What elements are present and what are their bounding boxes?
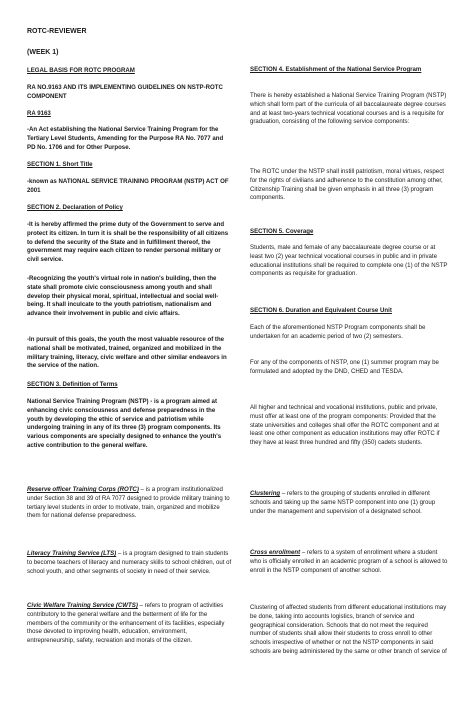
section-2-paragraph-1: -It is hereby affirmed the prime duty of the Government to serve and protect its citizen. In turn it is shall be the responsibility of all citizens to defend the security of the State and in fulfillment thereof, the government may require each citizen to render personal military or civil service. [27, 221, 229, 264]
section-6-title: SECTION 6. Duration and Equivalent Course Unit [250, 307, 392, 314]
section-5-title: SECTION 5. Coverage [250, 228, 314, 235]
section-6-paragraph-2: For any of the components of NSTP, one (1) summer program may be formulated and adopted by the DND, CHED and TESDA. [250, 359, 439, 375]
clustering-definition [250, 490, 448, 516]
section-6-paragraph-3: All higher and technical and vocational institutions, public and private, must offer at least one of the program components: Provided that the state universities and colleges shall offer the ROTC component and at least one other component as education institutions may offer ROTC if they have at least three hundred and fifty (350) cadets students. [250, 404, 440, 447]
rotc-text: – is a program institutionalized under Section 38 and 39 of RA 7077 designed to provide military training to tertiary level students in order to motivate, train, organized and mobilize them for national defense preparedness. [27, 486, 230, 520]
cwts-term: Civic Welfare Training Service (CWTS) [27, 602, 138, 609]
section-2-paragraph-2: -Recognizing the youth's virtual role in nation's building, then the state shall promote civic consciousness among youth and shall develop their physical moral, spiritual, intellectual and social well-being. It shall inculcate to the youth patriotism, nationalism and advance their involvement in public and civic affairs. [27, 275, 219, 318]
clustering-term: Clustering [250, 490, 281, 497]
lts-definition [27, 550, 232, 576]
cwts-definition [27, 602, 232, 646]
cwts-text: – refers to program of activities contributory to the general welfare and the betterment of life for the members of the community or the enhancement of its facilities, especially those devoted to improving health, education, environment, entrepreneurship, safety, recreation and morals of the citizen. [27, 602, 225, 645]
ra-description: -An Act establishing the National Service Training Program for the Tertiary Level Students, Amending for the Purpose RA No. 7077 and PD No. 1706 and for Other Purpose. [27, 126, 224, 151]
clustering-text: – refers to the grouping of students enrolled in different schools and taking up the same NSTP component into one (1) group under the management and supervision of a designated school. [250, 490, 436, 515]
section-3-title: SECTION 3. Definition of Terms [27, 381, 118, 388]
legal-basis-heading: LEGAL BASIS FOR ROTC PROGRAM [27, 67, 135, 74]
section-5-paragraph: Students, male and female of any baccalaureate degree course or at least two (2) year technical vocational courses in public and in private educational institutions shall be required to complete one (1) of the NSTP components as requisite for graduation. [250, 244, 448, 278]
rotc-term: Reserve officer Training Corps (ROTC) [27, 486, 139, 493]
cross-enrollment-text: – refers to a system of enrollment where a student who is officially enrolled in an academic program of a school is allowed to enroll in the NSTP component of another school. [250, 549, 448, 574]
lts-term: Literacy Training Service (LTS) [27, 550, 117, 557]
section-6-paragraph-1: Each of the aforementioned NSTP Program components shall be undertaken for an academic period of two (2) semesters. [250, 324, 426, 340]
section-2-paragraph-3: -In pursuit of this goals, the youth the most valuable resource of the national shall be motivated, trained, organized and mobilized in the military training, literacy, civic welfare and other similar endeavors in the service of the nation. [27, 336, 227, 370]
clustering-paragraph: Clustering of affected students from different educational institutions may be done, taking into accounts logistics, branch of service and geographical consideration. Schools that do not meet the required number of students shall allow their students to cross enroll to other schools irrespective of whether or not the NSTP components in said schools are being administered by the same or other branch of service of [250, 604, 447, 655]
ra-heading: RA NO.9163 AND ITS IMPLEMENTING GUIDELINES ON NSTP-ROTC COMPONENT [27, 84, 223, 100]
document-title: ROTC-REVIEWER [27, 28, 87, 35]
lts-text: – is a program designed to train students to become teachers of literacy and numeracy skills to school children, out of school youth, and other segments of society in need of their service. [27, 550, 232, 575]
section-1-text: -known as NATIONAL SERVICE TRAINING PROGRAM (NSTP) ACT OF 2001 [27, 178, 229, 194]
cross-enrollment-definition [250, 549, 448, 575]
section-2-title: SECTION 2. Declaration of Policy [27, 204, 123, 211]
section-1-title: SECTION 1. Short Title [27, 161, 93, 168]
section-4-paragraph-1: There is hereby established a National Service Training Program (NSTP) which shall form part of the curricula of all baccalaureate degree courses and at least two-years technical vocational courses and is a requisite for graduation, consisting of the following service components: [250, 92, 447, 126]
section-4-paragraph-2: The ROTC under the NSTP shall instill patriotism, moral virtues, respect for the rights of civilians and adherence to the constitution among other, Citizenship Training shall be given emphasis in all three (3) program components. [250, 168, 444, 202]
section-4-title: SECTION 4. Establishment of the National Service Program [250, 66, 422, 73]
cross-enrollment-term: Cross enrollment [250, 549, 301, 556]
rotc-definition [27, 486, 232, 521]
nstp-definition: National Service Training Program (NSTP) - is a program aimed at enhancing civic consciousness and defense preparedness in the youth by developing the ethic of service and patriotism while undergoing training in any of its three (3) program components. Its various components are specially designed to enhance the youth's active contribution to the general welfare. [27, 398, 222, 449]
week-label: (WEEK 1) [27, 49, 59, 56]
ra-label: RA 9163 [27, 110, 51, 117]
